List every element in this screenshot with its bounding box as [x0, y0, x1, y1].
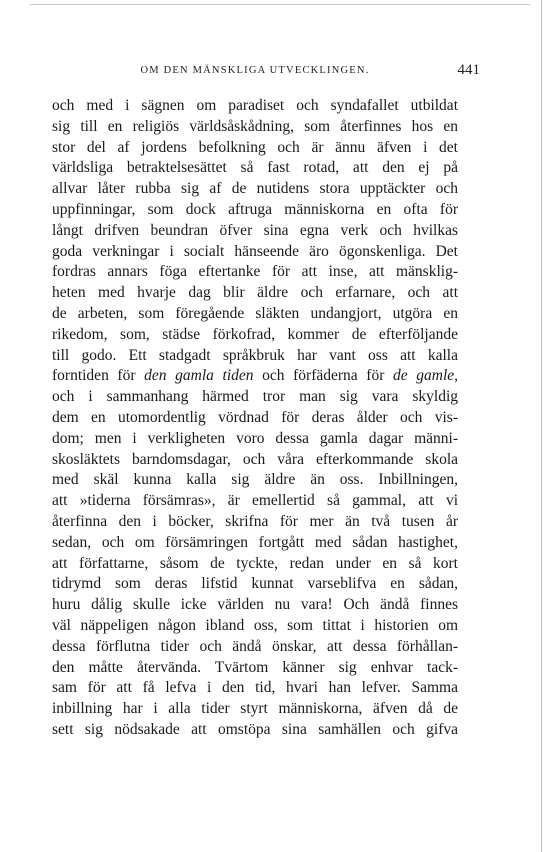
text-line: och med i sägnen om paradiset och syndafallet utbildat [52, 97, 458, 114]
text-line: stor del af jordens befolkning och är ännu äfven i det [52, 138, 458, 156]
text-line: fordras annars föga eftertanke för att inse, att mänsklig- [52, 263, 458, 281]
text-line: återfinna den i böcker, skrifna för mer än två tusen år [52, 512, 458, 530]
text-line: sam för att få lefva i den tid, hvari han lefver. Samma [52, 679, 458, 697]
italic-phrase: den gamla tiden [144, 367, 254, 385]
text-line: dom; men i verkligheten voro dessa gamla dagar männi- [52, 429, 458, 447]
text-line: sett sig nödsakade att omstöpa sina samhällen och gifva [52, 720, 458, 738]
page-edge [541, 0, 542, 852]
text-line: goda verkningar i socialt hänseende äro ögonskenliga. Det [52, 242, 458, 260]
text-line: uppfinningar, som dock aftruga människorna en ofta för [52, 200, 458, 218]
text-run: och förfäderna för [253, 367, 393, 385]
text-line: rikedom, som, städse förkofrad, kommer de efterföljande [52, 325, 458, 343]
text-line: de arbeten, som föregående släkten undangjort, utgöra en [52, 304, 458, 322]
text-line: långt drifven beundran öfver sina egna verk och hvilkas [52, 221, 458, 239]
text-line: väl näppeligen någon ibland oss, som tittat i historien om [52, 616, 458, 634]
page-header [60, 62, 480, 82]
text-line-with-italics [52, 366, 458, 387]
text-line: sig till en religiös världsåskådning, som återfinnes hos en [52, 117, 458, 135]
text-line: att författarne, såsom de tyckte, redan under en så kort [52, 554, 458, 572]
running-title: OM DEN MÄNSKLIGA UTVECKLINGEN. [140, 65, 370, 76]
text-line: inbillning har i alla tider styrt människorna, äfven då de [52, 700, 458, 718]
text-line: med skäl kunna kalla sig äldre än oss. Inbillningen, [52, 471, 458, 489]
text-line: heten med hvarje dag blir äldre och erfarnare, och att [52, 284, 458, 302]
text-line: dem en utomordentlig vördnad för deras ålder och vis- [52, 408, 458, 426]
page-number: 441 [457, 62, 480, 78]
top-edge-rule [30, 4, 530, 5]
italic-phrase: de gamle, [393, 367, 459, 385]
text-line: sedan, och om försämringen fortgått med sådan hastighet, [52, 533, 458, 551]
text-line: världsliga betraktelsesättet så fast rotad, att den ej på [52, 159, 458, 177]
text-line: och i sammanhang härmed tror man sig vara skyldig [52, 388, 458, 406]
text-line: dessa förflutna tider och ändå önskar, att dessa förhållan- [52, 637, 458, 655]
text-line: att »tiderna försämras», är emellertid så gammal, att vi [52, 492, 458, 510]
text-line: allvar låter rubba sig af de nutidens stora upptäckter och [52, 180, 458, 198]
text-run: forntiden för [52, 367, 145, 385]
text-line: till godo. Ett stadgadt språkbruk har vant oss att kalla [52, 346, 458, 364]
text-line: skosläktets barndomsdagar, och våra efterkommande skola [52, 450, 458, 468]
body-text [52, 96, 458, 741]
text-line: den måtte återvända. Tvärtom känner sig enhvar tack- [52, 658, 458, 676]
text-line: huru dålig skulle icke världen nu vara! Och ändå finnes [52, 596, 458, 614]
text-line: tidrymd som deras lifstid kunnat varseblifva en sådan, [52, 575, 458, 593]
